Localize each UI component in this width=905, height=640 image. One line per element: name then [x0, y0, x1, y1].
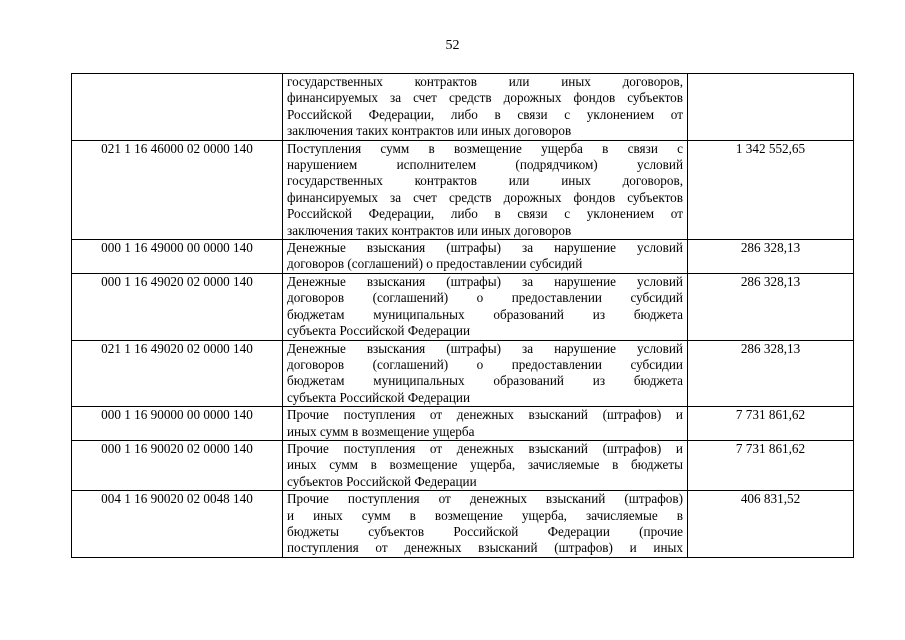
- revenue-name-line: Денежные взыскания (штрафы) за нарушение условий: [287, 273, 683, 289]
- revenue-name-line: договоров (соглашений) о предоставлении субсидии: [287, 356, 683, 372]
- table-row: [72, 140, 854, 239]
- revenue-name-line: нарушением исполнителем (подрядчиком) условий: [287, 157, 683, 173]
- revenue-name-line: поступления от денежных взысканий (штрафов) и иных: [287, 540, 683, 556]
- revenue-name-line: Прочие поступления от денежных взысканий (штрафов): [287, 491, 683, 507]
- revenue-name-line: Российской Федерации, либо в связи с уклонением от: [287, 206, 683, 222]
- revenue-name-line: финансируемых за счет средств дорожных фондов субъектов: [287, 90, 683, 106]
- revenue-name-line: субъекта Российской Федерации: [287, 389, 471, 405]
- table-row: [72, 407, 854, 441]
- revenue-name-cell: [283, 340, 688, 407]
- budget-table-body: [72, 74, 854, 558]
- revenue-name-cell: [283, 140, 688, 239]
- revenue-name-line: и иных сумм в возмещение ущерба, зачисляемые в: [287, 507, 683, 523]
- revenue-name-cell: [283, 240, 688, 274]
- amount-cell: 286 328,13: [688, 340, 854, 407]
- budget-code-cell: [72, 74, 283, 141]
- revenue-name-line: Поступления сумм в возмещение ущерба в связи с: [287, 140, 683, 156]
- revenue-name-line: Денежные взыскания (штрафы) за нарушение условий: [287, 340, 683, 356]
- revenue-name-line: бюджетам муниципальных образований из бюджета: [287, 306, 683, 322]
- table-row: [72, 74, 854, 141]
- revenue-name-line: государственных контрактов или иных договоров,: [287, 173, 683, 189]
- budget-code-cell: 000 1 16 49020 02 0000 140: [72, 273, 283, 340]
- amount-cell: 7 731 861,62: [688, 407, 854, 441]
- budget-code-cell: 004 1 16 90020 02 0048 140: [72, 491, 283, 558]
- revenue-name-line: Российской Федерации, либо в связи с уклонением от: [287, 106, 683, 122]
- revenue-name-line: заключения таких контрактов или иных договоров: [287, 222, 572, 238]
- page-number: 52: [445, 38, 460, 53]
- revenue-name-line: иных сумм в возмещение ущерба, зачисляемые в бюджеты: [287, 457, 683, 473]
- table-row: [72, 240, 854, 274]
- amount-cell: [688, 74, 854, 141]
- table-row: [72, 440, 854, 490]
- amount-cell: 7 731 861,62: [688, 440, 854, 490]
- revenue-name-line: договоров (соглашений) о предоставлении субсидий: [287, 256, 583, 272]
- revenue-name-line: иных сумм в возмещение ущерба: [287, 423, 475, 439]
- revenue-name-line: субъекта Российской Федерации: [287, 323, 471, 339]
- revenue-name-cell: [283, 273, 688, 340]
- amount-cell: 1 342 552,65: [688, 140, 854, 239]
- amount-cell: 406 831,52: [688, 491, 854, 558]
- budget-code-cell: 000 1 16 49000 00 0000 140: [72, 240, 283, 274]
- revenue-name-cell: [283, 440, 688, 490]
- budget-code-cell: 000 1 16 90000 00 0000 140: [72, 407, 283, 441]
- amount-cell: 286 328,13: [688, 240, 854, 274]
- revenue-name-line: Денежные взыскания (штрафы) за нарушение условий: [287, 240, 683, 256]
- table-row: [72, 273, 854, 340]
- revenue-name-line: субъектов Российской Федерации: [287, 473, 477, 489]
- budget-code-cell: 000 1 16 90020 02 0000 140: [72, 440, 283, 490]
- revenue-name-line: бюджеты субъектов Российской Федерации (прочие: [287, 523, 683, 539]
- revenue-name-line: государственных контрактов или иных договоров,: [287, 74, 683, 89]
- amount-cell: 286 328,13: [688, 273, 854, 340]
- table-row: [72, 340, 854, 407]
- revenue-name-cell: [283, 74, 688, 141]
- revenue-name-line: финансируемых за счет средств дорожных фондов субъектов: [287, 189, 683, 205]
- revenue-name-cell: [283, 407, 688, 441]
- table-row: [72, 491, 854, 558]
- revenue-name-line: бюджетам муниципальных образований из бюджета: [287, 373, 683, 389]
- revenue-name-cell: [283, 491, 688, 558]
- budget-table: [71, 73, 854, 558]
- budget-code-cell: 021 1 16 46000 02 0000 140: [72, 140, 283, 239]
- revenue-name-line: Прочие поступления от денежных взысканий (штрафов) и: [287, 407, 683, 423]
- revenue-name-line: договоров (соглашений) о предоставлении субсидий: [287, 290, 683, 306]
- revenue-name-line: заключения таких контрактов или иных договоров: [287, 123, 572, 139]
- revenue-name-line: Прочие поступления от денежных взысканий (штрафов) и: [287, 440, 683, 456]
- budget-code-cell: 021 1 16 49020 02 0000 140: [72, 340, 283, 407]
